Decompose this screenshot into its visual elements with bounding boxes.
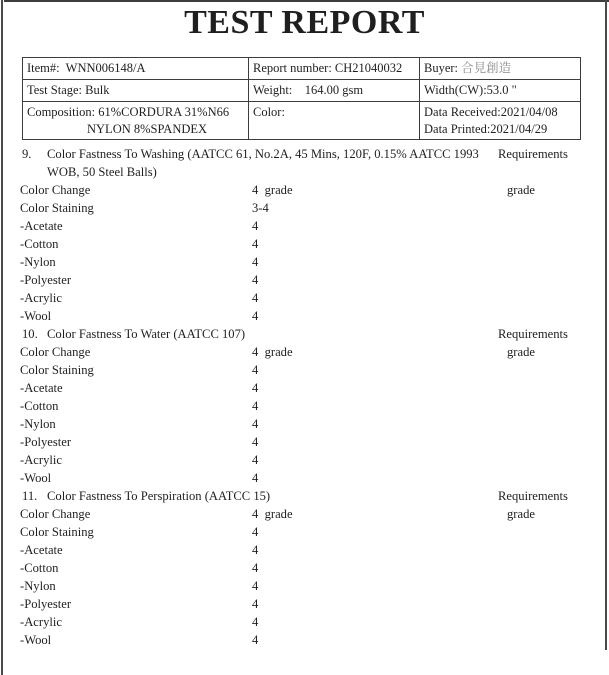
test-item-label: Color Change	[20, 507, 91, 521]
test-item-label: -Wool	[20, 309, 52, 323]
sections	[0, 146, 609, 650]
section-heading	[0, 146, 609, 164]
test-item-value: 4	[252, 399, 259, 413]
section-number: 10.	[22, 327, 38, 341]
test-item-label: Color Staining	[20, 201, 94, 215]
test-item-value: 4	[252, 363, 259, 377]
test-item-value: 4	[252, 579, 259, 593]
test-item-label: -Acetate	[20, 543, 63, 557]
test-item-label: -Acrylic	[20, 291, 62, 305]
test-item-value: 4	[252, 561, 259, 575]
section-title-continued: WOB, 50 Steel Balls)	[47, 165, 157, 179]
page-border-top	[4, 0, 609, 2]
test-item-label: -Nylon	[20, 255, 56, 269]
section-heading	[0, 326, 609, 344]
test-item-label: Color Staining	[20, 363, 94, 377]
test-item-value: 4	[252, 597, 259, 611]
test-item-value: 4 grade	[252, 183, 293, 197]
test-item-label: -Nylon	[20, 579, 56, 593]
test-item-value: 4	[252, 471, 259, 485]
test-result-row	[0, 200, 609, 218]
test-item-label: -Polyester	[20, 273, 72, 287]
section-heading	[0, 488, 609, 506]
test-item-label: -Cotton	[20, 399, 59, 413]
test-item-label: -Polyester	[20, 435, 72, 449]
test-result-row	[0, 560, 609, 578]
test-item-value: 4	[252, 255, 259, 269]
requirement-unit: grade	[507, 345, 535, 359]
section-title: Color Fastness To Washing (AATCC 61, No.2A, 45 Mins, 120F, 0.15% AATCC 1993	[47, 147, 479, 161]
requirements-label: Requirements	[498, 327, 568, 341]
test-item-label: Color Change	[20, 183, 91, 197]
test-result-row	[0, 344, 609, 362]
table-row	[23, 102, 581, 140]
test-result-row	[0, 182, 609, 200]
test-item-label: -Acetate	[20, 219, 63, 233]
test-item-value: 4	[252, 309, 259, 323]
test-result-row	[0, 596, 609, 614]
buyer-value: 合見創造	[461, 61, 512, 75]
test-item-value: 3-4	[252, 201, 269, 215]
date-received: Data Received:2021/04/08	[424, 105, 558, 119]
test-item-value: 4 grade	[252, 345, 293, 359]
test-item-label: Color Staining	[20, 525, 94, 539]
test-result-row	[0, 236, 609, 254]
buyer-label: Buyer:	[424, 61, 459, 75]
header-info-table	[22, 57, 581, 140]
composition-line2: NYLON 8%SPANDEX	[87, 122, 208, 136]
test-item-value: 4	[252, 381, 259, 395]
test-item-value: 4	[252, 237, 259, 251]
test-item-label: -Cotton	[20, 237, 59, 251]
section-number: 9.	[22, 147, 32, 161]
page-title: TEST REPORT	[184, 4, 425, 41]
composition-cell	[23, 102, 249, 140]
test-item-value: 4 grade	[252, 507, 293, 521]
dates-cell	[420, 102, 581, 140]
requirements-label: Requirements	[498, 489, 568, 503]
test-result-row	[0, 506, 609, 524]
test-item-label: -Cotton	[20, 561, 59, 575]
requirement-unit: grade	[507, 507, 535, 521]
test-item-label: -Acrylic	[20, 453, 62, 467]
test-item-label: Color Change	[20, 345, 91, 359]
test-result-row	[0, 578, 609, 596]
test-stage-cell: Test Stage: Bulk	[23, 80, 249, 102]
test-item-value: 4	[252, 453, 259, 467]
section-number: 11.	[22, 489, 38, 503]
composition-line1: Composition: 61%CORDURA 31%N66	[27, 105, 230, 119]
test-item-value: 4	[252, 435, 259, 449]
test-item-value: 4	[252, 615, 259, 629]
test-item-value: 4	[252, 273, 259, 287]
width-cell: Width(CW):53.0 "	[420, 80, 581, 102]
test-item-label: -Acetate	[20, 381, 63, 395]
test-item-value: 4	[252, 525, 259, 539]
report-number-cell: Report number: CH21040032	[249, 58, 420, 80]
weight-cell: Weight: 164.00 gsm	[249, 80, 420, 102]
section-title: Color Fastness To Water (AATCC 107)	[47, 327, 246, 341]
buyer-cell	[420, 58, 581, 80]
test-item-label: -Acrylic	[20, 615, 62, 629]
test-item-value: 4	[252, 417, 259, 431]
test-result-row	[0, 272, 609, 290]
requirement-unit: grade	[507, 183, 535, 197]
requirements-label: Requirements	[498, 147, 568, 161]
test-result-row	[0, 308, 609, 326]
test-result-row	[0, 542, 609, 560]
test-result-row	[0, 362, 609, 380]
test-item-label: -Wool	[20, 471, 52, 485]
test-result-row	[0, 398, 609, 416]
test-result-row	[0, 254, 609, 272]
test-result-row	[0, 416, 609, 434]
test-item-value: 4	[252, 543, 259, 557]
section-heading	[0, 164, 609, 182]
date-printed: Data Printed:2021/04/29	[424, 122, 548, 136]
item-number-cell: Item#: WNN006148/A	[23, 58, 249, 80]
test-item-label: -Wool	[20, 633, 52, 647]
test-item-value: 4	[252, 291, 259, 305]
test-result-row	[0, 380, 609, 398]
table-row	[23, 58, 581, 80]
test-item-value: 4	[252, 219, 259, 233]
test-result-row	[0, 218, 609, 236]
test-result-row	[0, 434, 609, 452]
test-result-row	[0, 632, 609, 650]
section-title: Color Fastness To Perspiration (AATCC 15)	[47, 489, 271, 503]
test-item-label: -Polyester	[20, 597, 72, 611]
test-result-row	[0, 524, 609, 542]
table-row	[23, 80, 581, 102]
color-cell: Color:	[249, 102, 420, 140]
test-result-row	[0, 452, 609, 470]
test-result-row	[0, 470, 609, 488]
test-result-row	[0, 290, 609, 308]
test-result-row	[0, 614, 609, 632]
test-item-value: 4	[252, 633, 259, 647]
test-item-label: -Nylon	[20, 417, 56, 431]
